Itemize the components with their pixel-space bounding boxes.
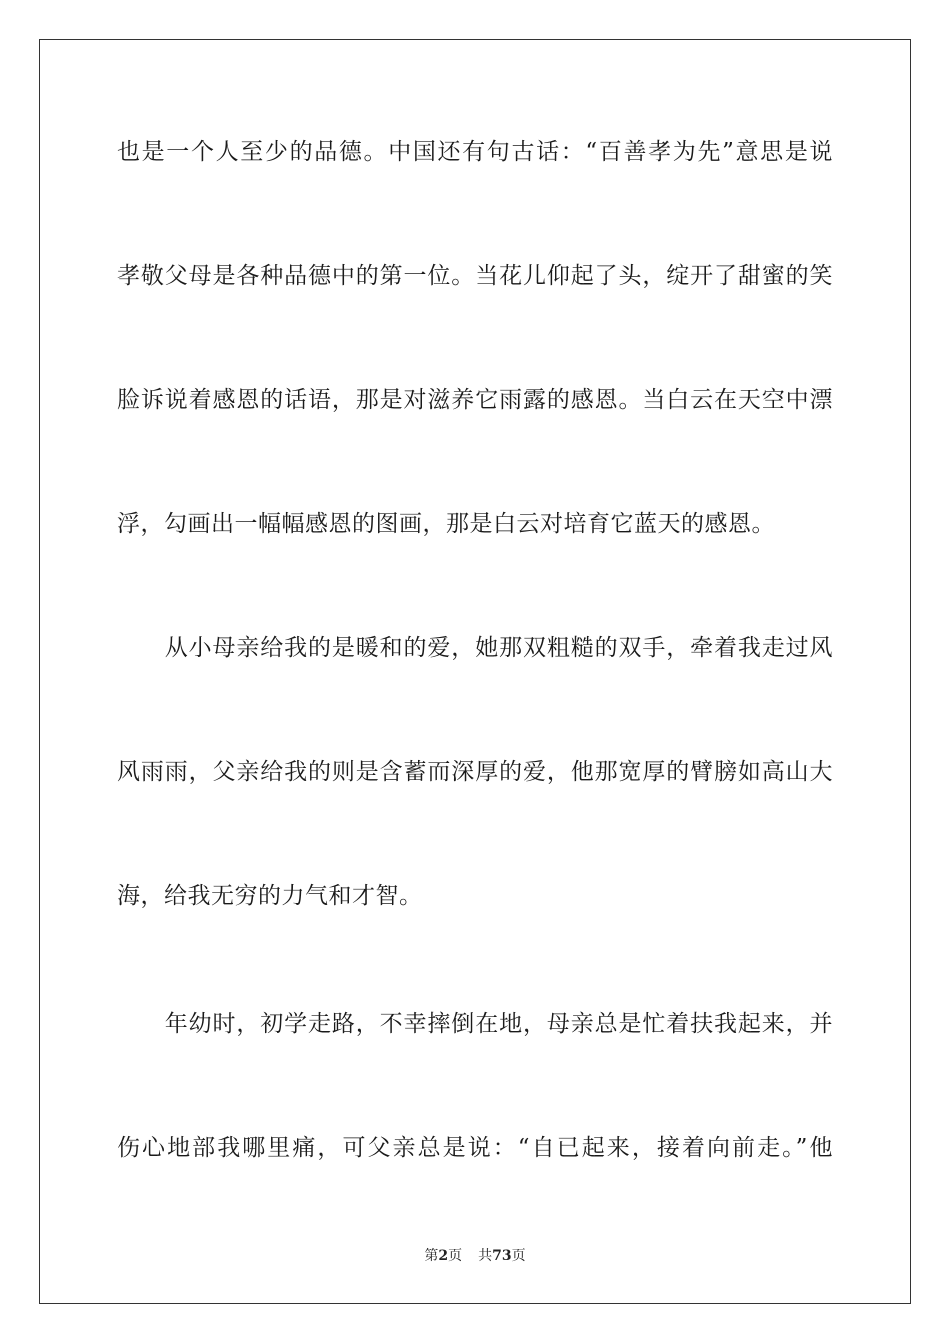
footer-total-suffix: 页 — [511, 1248, 526, 1264]
text-line-6: 风雨雨，父亲给我的则是含蓄而深厚的爱，他那宽厚的臂膀如高山大 — [117, 759, 833, 785]
text-line-3: 脸诉说着感恩的话语，那是对滋养它雨露的感恩。当白云在天空中漂 — [117, 387, 833, 413]
text-line-7: 海，给我无穷的力气和才智。 — [117, 883, 423, 909]
text-line-8: 年幼时，初学走路，不幸摔倒在地，母亲总是忙着扶我起来，并 — [117, 1011, 833, 1037]
page-footer — [0, 1247, 950, 1265]
page-border — [39, 39, 911, 1304]
text-line-9: 伤心地部我哪里痛，可父亲总是说：“自已起来，接着向前走。”他 — [117, 1135, 833, 1161]
footer-page-suffix: 页 — [448, 1248, 463, 1264]
footer-total-prefix: 共 — [478, 1248, 493, 1264]
text-line-4: 浮，勾画出一幅幅感恩的图画，那是白云对培育它蓝天的感恩。 — [117, 511, 775, 537]
footer-page-number: 2 — [438, 1248, 449, 1264]
text-line-2: 孝敬父母是各种品德中的第一位。当花儿仰起了头，绽开了甜蜜的笑 — [117, 263, 833, 289]
text-line-5: 从小母亲给我的是暖和的爱，她那双粗糙的双手，牵着我走过风 — [117, 635, 833, 661]
footer-total-pages: 73 — [492, 1248, 512, 1264]
footer-page-prefix: 第 — [424, 1248, 439, 1264]
text-line-1: 也是一个人至少的品德。中国还有句古话：“百善孝为先”意思是说 — [117, 139, 833, 165]
